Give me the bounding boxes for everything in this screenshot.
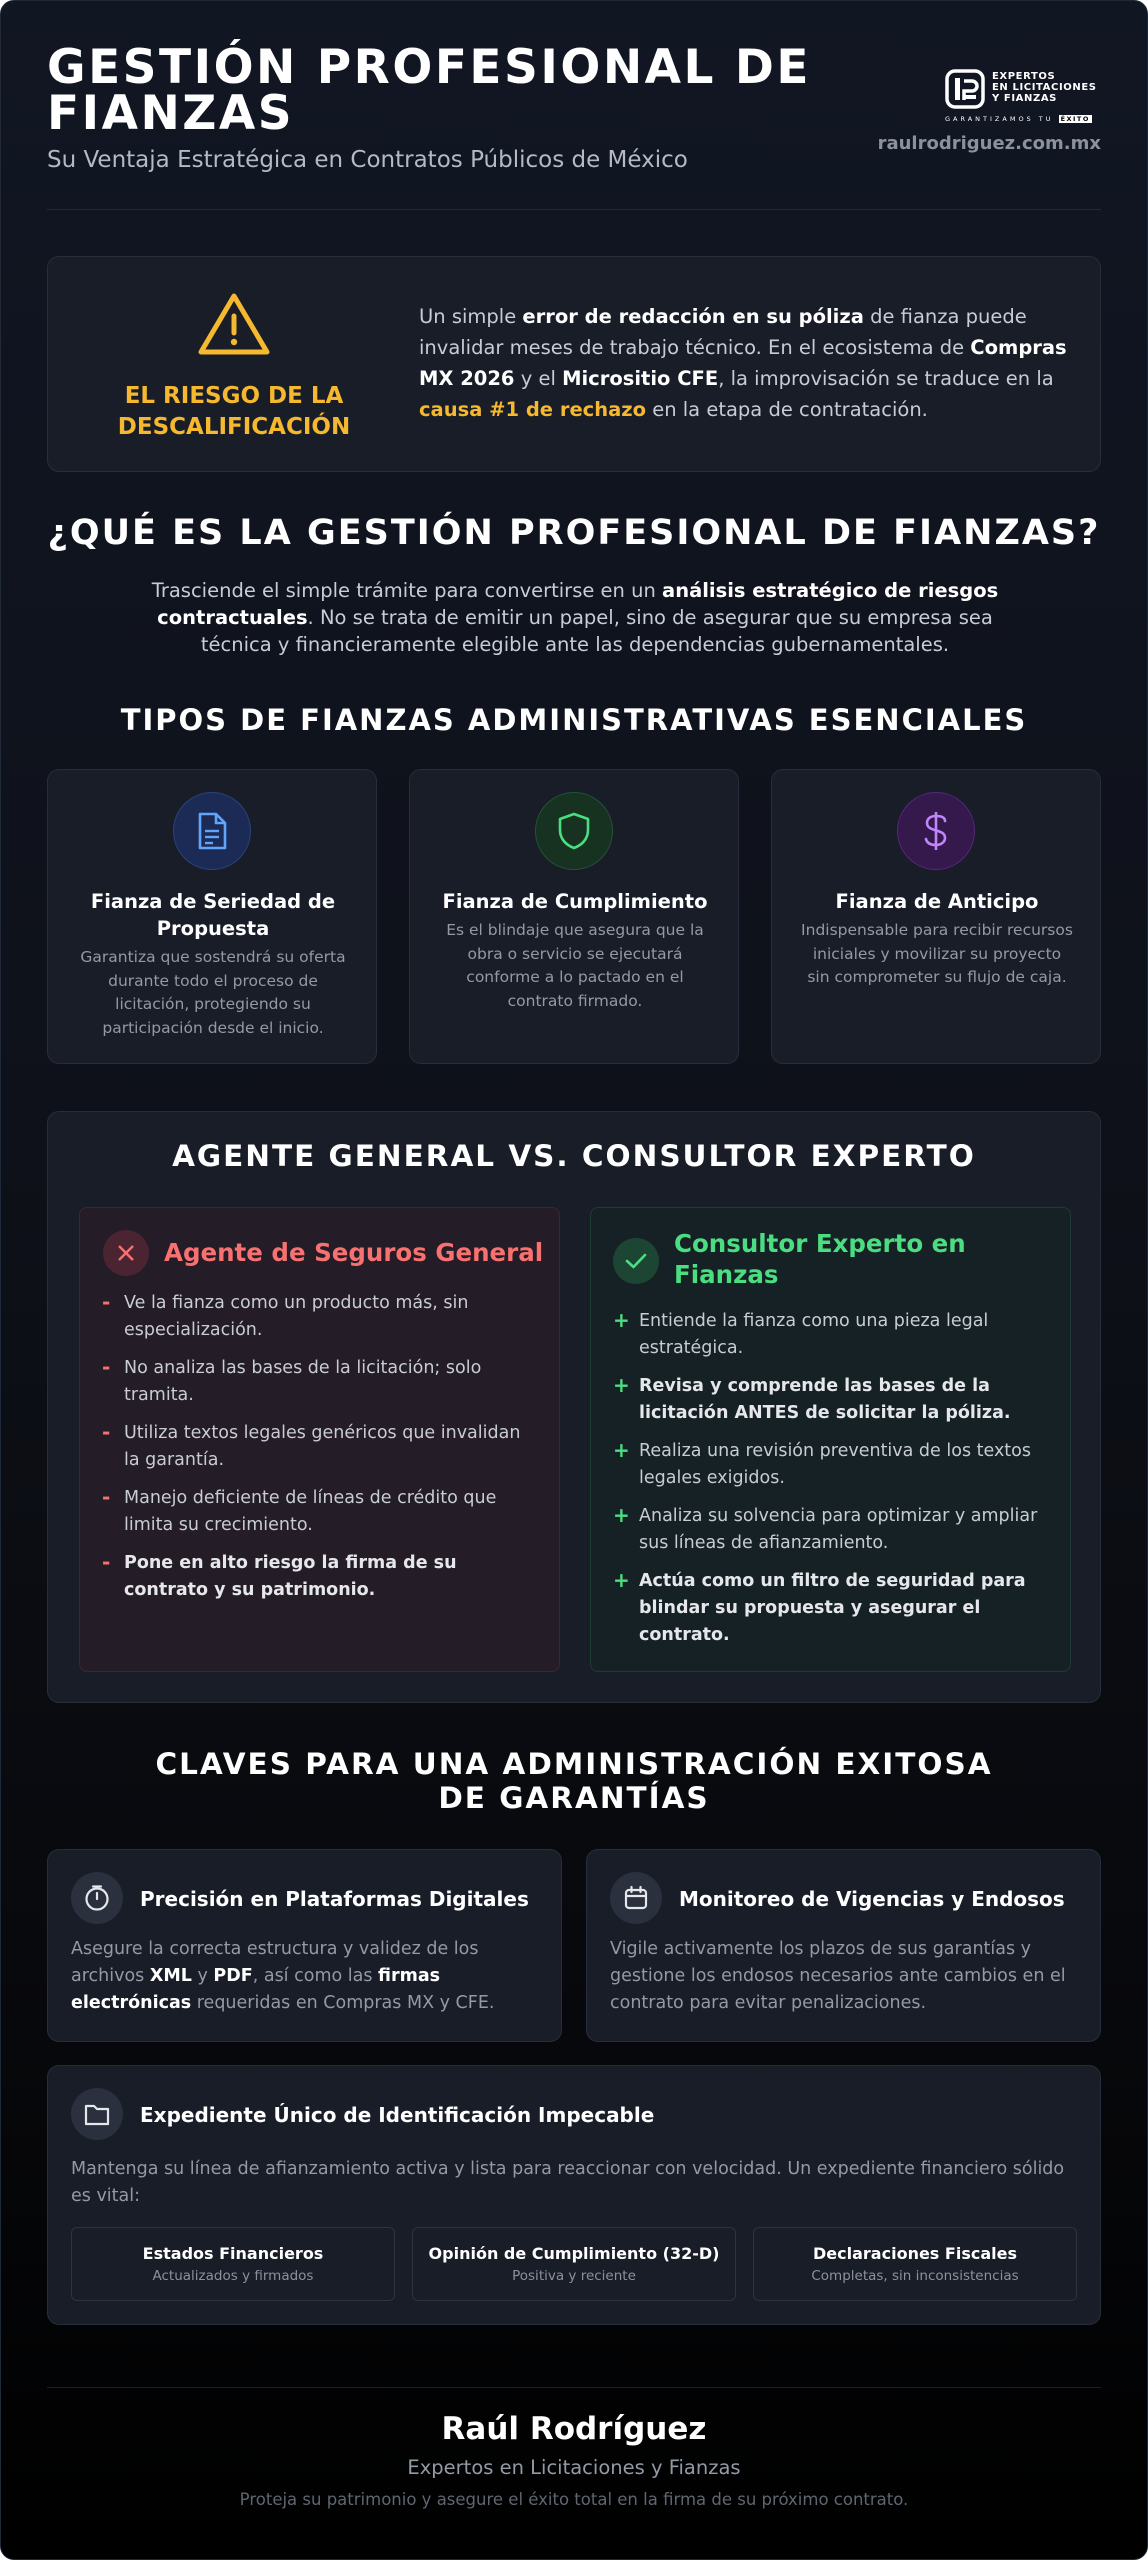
agent-column (79, 1207, 560, 1672)
divider (47, 2387, 1101, 2388)
agent-item: Utiliza textos legales genéricos que invalidan la garantía. (124, 1423, 521, 1470)
calendar-icon (610, 1872, 662, 1924)
risk-label: EL RIESGO DE LA DESCALIFICACIÓN (117, 383, 351, 440)
expert-item: Entiende la fianza como una pieza legal estratégica. (639, 1311, 989, 1358)
type-title: Fianza de Seriedad de Propuesta (90, 890, 336, 940)
dossier-item: Declaraciones Fiscales Completas, sin inconsistencias (753, 2227, 1077, 2301)
expert-column (590, 1207, 1071, 1672)
type-card-cumplimiento (409, 769, 739, 1064)
section-heading-what: ¿QUÉ ES LA GESTIÓN PROFESIONAL DE FIANZAS? (47, 513, 1101, 553)
expert-item: Revisa y comprende las bases de la licitación ANTES de solicitar la póliza. (639, 1376, 1011, 1423)
expert-item: Analiza su solvencia para optimizar y ampliar sus líneas de afianzamiento. (639, 1506, 1038, 1553)
divider (47, 209, 1101, 210)
plus-icon: + (613, 1308, 630, 1332)
expert-item: Actúa como un filtro de seguridad para blindar su propuesta y asegurar el contrato. (639, 1571, 1026, 1645)
page-subtitle: Su Ventaja Estratégica en Contratos Públicos de México (47, 147, 688, 173)
dossier-item: Estados Financieros Actualizados y firmados (71, 2227, 395, 2301)
warning-icon (197, 291, 271, 357)
minus-icon: - (102, 1550, 111, 1574)
footer-note: Proteja su patrimonio y asegure el éxito total en la firma de su próximo contrato. (239, 2490, 909, 2509)
minus-icon: - (102, 1485, 111, 1509)
logo-text: EXPERTOS EN LICITACIONES Y FIANZAS (992, 71, 1097, 104)
minus-icon: - (102, 1355, 111, 1379)
key-card-monitoring (586, 1849, 1101, 2042)
key-title: Precisión en Plataformas Digitales (140, 1887, 529, 1911)
what-description: Trasciende el simple trámite para convertirse en un análisis estratégico de riesgos contractuales. No se trata de emitir un papel, sino de asegurar que su empresa sea técnica y financieramente elegible ante las dependencias gubernamentales. (151, 579, 999, 656)
shield-icon (535, 792, 613, 870)
check-icon (613, 1238, 659, 1284)
type-description: Garantiza que sostendrá su oferta durante todo el proceso de licitación, protegiendo su participación desde el inicio. (80, 948, 346, 1037)
type-title: Fianza de Cumplimiento (442, 890, 708, 913)
minus-icon: - (102, 1420, 111, 1444)
website-link[interactable]: raulrodriguez.com.mx (877, 133, 1101, 154)
type-card-anticipo (771, 769, 1101, 1064)
type-description: Es el blindaje que asegura que la obra o servicio se ejecutará conforme a lo pactado en el contrato firmado. (446, 921, 704, 1010)
expert-item: Realiza una revisión preventiva de los textos legales exigidos. (639, 1441, 1031, 1488)
expert-title: Consultor Experto en Fianzas (674, 1229, 966, 1289)
type-card-seriedad (47, 769, 377, 1064)
minus-icon: - (102, 1290, 111, 1314)
key-card-precision (47, 1849, 562, 2042)
document-icon (173, 792, 251, 870)
key-text: Asegure la correcta estructura y validez de los archivos XML y PDF, así como las firmas electrónicas requeridas en Compras MX y CFE. (71, 1939, 495, 2013)
footer-subtitle: Expertos en Licitaciones y Fianzas (407, 2456, 741, 2479)
timer-icon (71, 1872, 123, 1924)
agent-item: No analiza las bases de la licitación; solo tramita. (124, 1358, 482, 1405)
dossier-item: Opinión de Cumplimiento (32-D) Positiva y reciente (412, 2227, 736, 2301)
brand-logo[interactable] (945, 65, 1101, 123)
agent-item: Manejo deficiente de líneas de crédito que limita su crecimiento. (124, 1488, 497, 1535)
key-text: Vigile activamente los plazos de sus garantías y gestione los endosos necesarios ante cambios en el contrato para evitar penalizaciones. (610, 1939, 1066, 2013)
page-title: GESTIÓN PROFESIONAL DE FIANZAS (47, 40, 811, 141)
section-heading-comparison: AGENTE GENERAL VS. CONSULTOR EXPERTO (172, 1139, 976, 1173)
key-title: Monitoreo de Vigencias y Endosos (679, 1887, 1065, 1911)
folder-icon (71, 2088, 123, 2140)
logo-tagline: GARANTIZAMOS TU ÉXITO (945, 115, 1090, 123)
key-title: Expediente Único de Identificación Impecable (140, 2103, 655, 2127)
plus-icon: + (613, 1373, 630, 1397)
agent-title: Agente de Seguros General (164, 1238, 544, 1267)
section-heading-types: TIPOS DE FIANZAS ADMINISTRATIVAS ESENCIALES (120, 703, 1028, 737)
footer-name: Raúl Rodríguez (441, 2411, 707, 2447)
dollar-icon (897, 792, 975, 870)
logo-mark-icon (945, 69, 985, 109)
section-heading-keys: CLAVES PARA UNA ADMINISTRACIÓN EXITOSA DE GARANTÍAS (155, 1747, 993, 1815)
key-text: Mantenga su línea de afianzamiento activa y lista para reaccionar con velocidad. Un expediente financiero sólido es vital: (71, 2159, 1065, 2206)
close-icon (103, 1230, 149, 1276)
type-description: Indispensable para recibir recursos iniciales y movilizar su proyecto sin comprometer su flujo de caja. (801, 921, 1073, 986)
plus-icon: + (613, 1438, 630, 1462)
plus-icon: + (613, 1503, 630, 1527)
plus-icon: + (613, 1568, 630, 1592)
type-title: Fianza de Anticipo (835, 890, 1039, 913)
agent-item: Ve la fianza como un producto más, sin especialización. (124, 1293, 469, 1340)
risk-description: Un simple error de redacción en su póliza de fianza puede invalidar meses de trabajo técnico. En el ecosistema de Compras MX 2026 y el Micrositio CFE, la improvisación se traduce en la causa #1 de rechazo en la etapa de contratación. (419, 305, 1067, 421)
agent-item: Pone en alto riesgo la firma de su contrato y su patrimonio. (124, 1553, 457, 1600)
